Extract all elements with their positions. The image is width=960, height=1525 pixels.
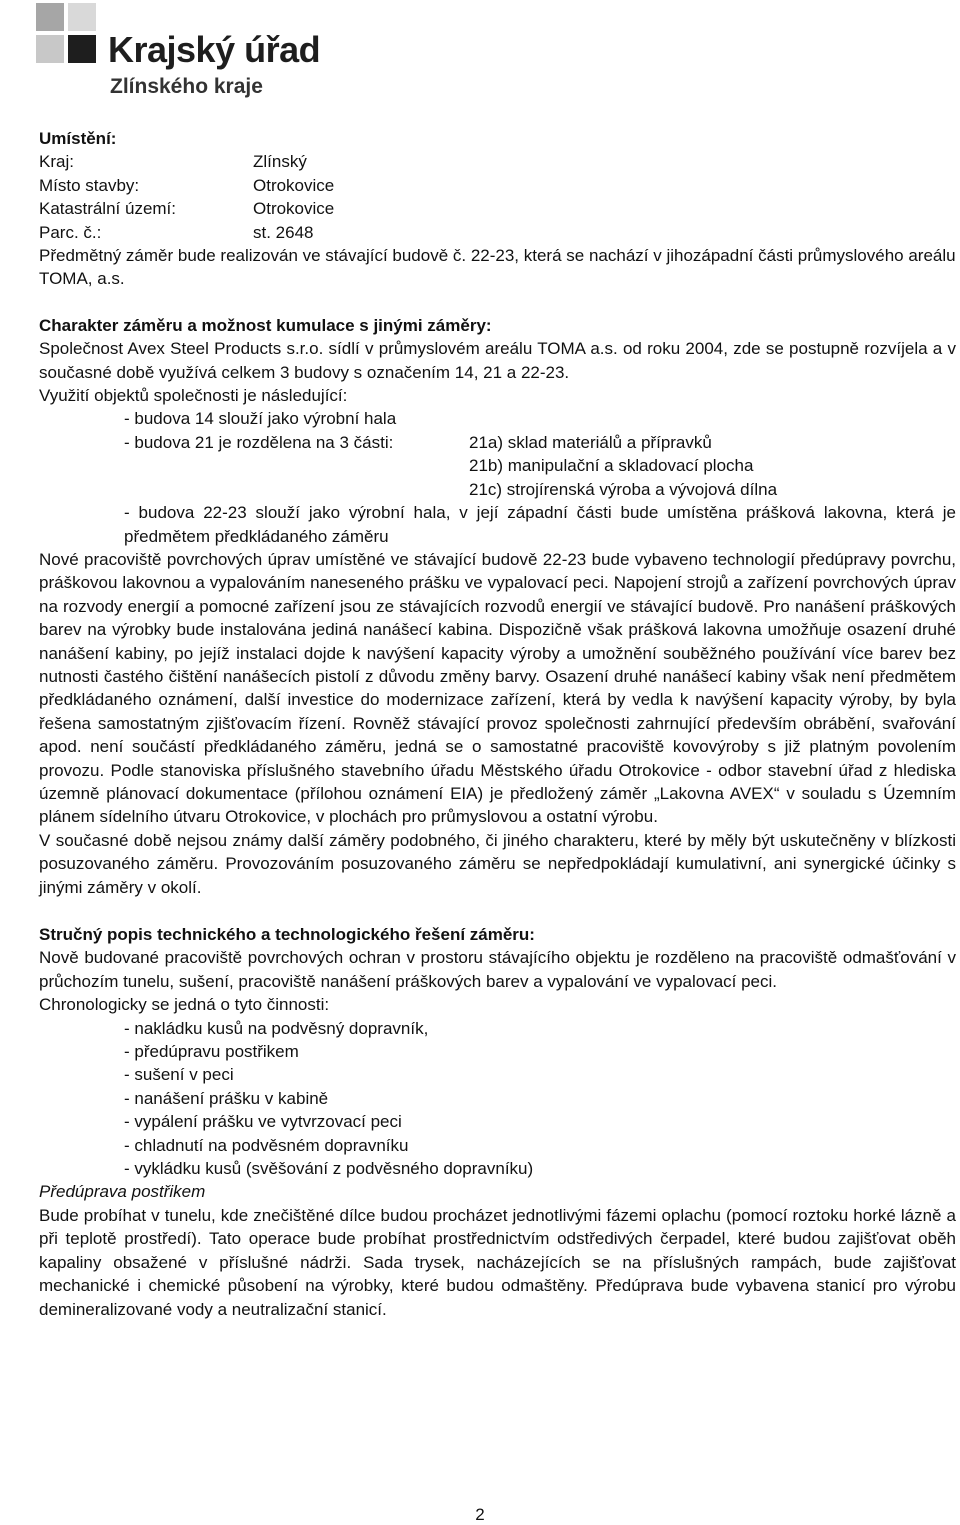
charakter-paragraph: V současné době nejsou známy další záměry podobného, či jiného charakteru, které by měly být uskutečněny v blízkosti posuzovaného záměru. Provozováním posuzovaného záměru se nepředpokládají kumulativní, ani synergické účinky s jinými záměry v okolí. [39, 830, 956, 897]
logo-square [36, 3, 64, 31]
info-value: Otrokovice [253, 175, 335, 195]
list-item: - sušení v peci [124, 1065, 234, 1085]
list-item: - nanášení prášku v kabině [124, 1088, 329, 1108]
umisteni-heading: Umístění: [39, 129, 117, 148]
popis-intro: Nově budované pracoviště povrchových ochran v prostoru stávajícího objektu je rozděleno na pracoviště odmašťování v průchozím tunelu, sušení, pracoviště nanášení práškových barev a vypalování ve vypalovací peci. [39, 948, 956, 991]
building-21-part: 21c) strojírenská výroba a vývojová dílna [469, 479, 778, 499]
predupava-paragraph: Bude probíhat v tunelu, kde znečištěné dílce budou procházet jednotlivými fázemi oplachu (pomocí roztoku horké lázně a při teplotě prostředí). Tato operace bude probíhat prostřednictvím odstředivých čerpadel, které budou zajišťovat oběh kapaliny obsažené v příslušné nádrži. Sada trysek, nacházejících se na příslušných rampách, bude zajišťovat mechanické i chemické působení na výrobky, které budou odmaštěny. Předúprava bude vybavena stanicí pro výrobu demineralizované vody a neutralizační stanicí. [39, 1205, 956, 1319]
list-item: - chladnutí na podvěsném dopravníku [124, 1135, 409, 1155]
chrono-intro: Chronologicky se jedná o tyto činnosti: [39, 995, 330, 1015]
info-row [39, 150, 956, 173]
info-label: Katastrální území: [39, 199, 177, 219]
logo-title: Krajský úřad [108, 29, 321, 70]
info-label: Kraj: [39, 152, 74, 172]
umisteni-text: Předmětný záměr bude realizován ve stávající budově č. 22-23, která se nachází v jihozápadní části průmyslového areálu TOMA, a.s. [39, 246, 956, 289]
logo-square [68, 3, 96, 31]
list-item: - vypálení prášku ve vytvrzovací peci [124, 1112, 402, 1132]
list-item: - vykládku kusů (svěšování z podvěsného dopravníku) [124, 1159, 534, 1179]
popis-heading: Stručný popis technického a technologického řešení záměru: [39, 925, 535, 944]
list-item: - předúpravu postřikem [124, 1042, 299, 1062]
info-row [39, 174, 956, 197]
building-14: - budova 14 slouží jako výrobní hala [124, 409, 397, 429]
logo-square [68, 35, 96, 63]
charakter-heading: Charakter záměru a možnost kumulace s jinými záměry: [39, 315, 492, 335]
building-21 [39, 431, 956, 454]
building-22-23: - budova 22-23 slouží jako výrobní hala, v její západní části bude umístěna prášková lakovna, která je předmětem předkládaného záměru [124, 503, 956, 546]
info-row [39, 221, 956, 244]
info-value: Zlínský [253, 152, 307, 172]
building-21-part: 21a) sklad materiálů a přípravků [469, 432, 712, 452]
info-value: Otrokovice [253, 199, 335, 219]
info-label: Místo stavby: [39, 175, 140, 195]
logo-subtitle: Zlínského kraje [110, 75, 263, 98]
predupava-subheading: Předúprava postřikem [39, 1182, 206, 1202]
usage-intro: Využití objektů společnosti je následující: [39, 386, 348, 406]
info-row [39, 197, 956, 220]
list-item: - nakládku kusů na podvěsný dopravník, [124, 1018, 429, 1038]
logo-square [36, 35, 64, 63]
charakter-paragraph: Nové pracoviště povrchových úprav umístěné ve stávající budově 22-23 bude vybaveno technologií předúpravy povrchu, práškovou lakovnou a vypalováním naneseného prášku ve vypalovací peci. Napojení strojů a zařízení povrchových úprav na rozvody energií a pomocné zařízení jsou ze stávajících rozvodů energií ve stávající budově. Pro nanášení práškových barev na výrobky bude instalována jediná nanášecí kabina. Dispozičně však prášková lakovna umožňuje osazení druhé nanášení kabiny, po jejíž instalaci dojde k navýšení kapacity výroby a umožnění souběžného používání více barev bez nutnosti častého čištění nanášecích pistolí z důvodu změny barvy. Osazení druhé nanášecí kabiny však není předmětem předkládaného oznámení, další investice do modernizace zařízení, která by vedla k navýšení kapacity výroby, by byla řešena samostatným zjišťovacím řízení. Rovněž stávající provoz společnosti zahrnující především obrábění, svařování apod. není součástí předkládaného záměru, jedná se o samostatné pracoviště kovovýroby s již platným povolením provozu. Podle stanoviska příslušného stavebního úřadu Městského úřadu Otrokovice - odbor stavební úřad z hlediska územně plánovací dokumentace (přílohou oznámení EIA) je předložený záměr „Lakovna AVEX“ v souladu s Územním plánem sídelního útvaru Otrokovice, v plochách pro průmyslovou a ostatní výrobu. [39, 549, 956, 827]
page-number: 2 [475, 1505, 485, 1524]
building-21-label: - budova 21 je rozdělena na 3 části: [124, 432, 394, 452]
info-value: st. 2648 [253, 222, 314, 242]
charakter-intro: Společnost Avex Steel Products s.r.o. sídlí v průmyslovém areálu TOMA a.s. od roku 2004, zde se postupně rozvíjela a v současné době využívá celkem 3 budovy s označením 14, 21 a 22-23. [39, 339, 956, 382]
document-body [39, 127, 956, 1321]
info-label: Parc. č.: [39, 222, 102, 242]
building-21-part: 21b) manipulační a skladovací plocha [469, 456, 754, 476]
logo [36, 3, 321, 103]
